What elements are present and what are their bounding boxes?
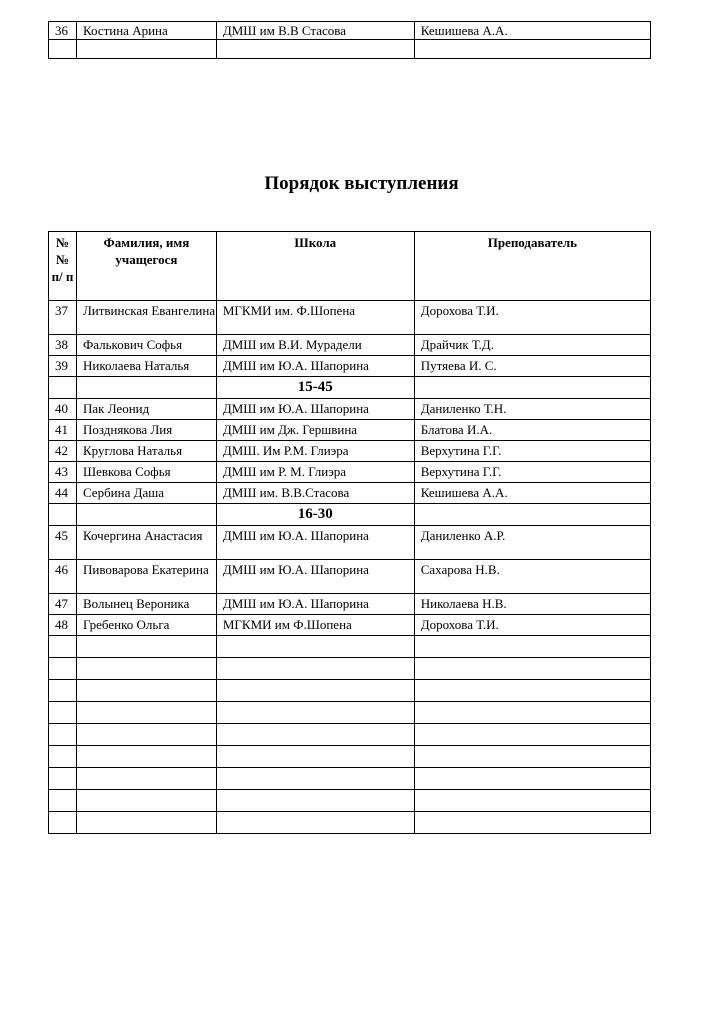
school-name: ДМШ им Дж. Гершвина (216, 420, 414, 441)
header-teacher: Преподаватель (414, 232, 650, 301)
school-name: ДМШ им Ю.А. Шапорина (216, 399, 414, 420)
teacher-name: Даниленко А.Р. (414, 526, 650, 560)
table-row (49, 526, 651, 560)
performance-order-table (48, 231, 651, 834)
student-name: Николаева Наталья (76, 356, 216, 377)
header-school: Школа (216, 232, 414, 301)
teacher-name: Верхутина Г.Г. (414, 441, 650, 462)
table-row (49, 615, 651, 636)
table-row (49, 356, 651, 377)
teacher-name: Путяева И. С. (414, 356, 650, 377)
school-name: ДМШ им Р. М. Глиэра (216, 462, 414, 483)
table-header-row (49, 232, 651, 301)
student-name: Фалькович Софья (76, 335, 216, 356)
empty-row (49, 636, 651, 658)
row-number: 48 (49, 615, 77, 636)
school-name: ДМШ им Ю.А. Шапорина (216, 560, 414, 594)
student-name: Сербина Даша (76, 483, 216, 504)
row-number: 45 (49, 526, 77, 560)
empty-row (49, 768, 651, 790)
row-number: 38 (49, 335, 77, 356)
school-name: МГКМИ им. Ф.Шопена (216, 301, 414, 335)
table-row (49, 301, 651, 335)
empty-row (49, 702, 651, 724)
empty-row (49, 812, 651, 834)
table-row (49, 420, 651, 441)
student-name: Шевкова Софья (76, 462, 216, 483)
school-name: МГКМИ им Ф.Шопена (216, 615, 414, 636)
table-row (49, 560, 651, 594)
row-number: 41 (49, 420, 77, 441)
school-name: ДМШ им В.И. Мурадели (216, 335, 414, 356)
time-slot: 15-45 (216, 377, 414, 399)
row-number: 47 (49, 594, 77, 615)
school-name: ДМШ им. В.В.Стасова (216, 483, 414, 504)
header-number: № № п/ п (49, 232, 77, 301)
student-name: Кочергина Анастасия (76, 526, 216, 560)
school-name: ДМШ. Им Р.М. Глиэра (216, 441, 414, 462)
row-number: 37 (49, 301, 77, 335)
table-row (49, 399, 651, 420)
student-name: Позднякова Лия (76, 420, 216, 441)
row-number: 39 (49, 356, 77, 377)
student-name: Костина Арина (76, 22, 216, 40)
empty-row (49, 724, 651, 746)
time-slot-row (49, 504, 651, 526)
teacher-name: Николаева Н.В. (414, 594, 650, 615)
teacher-name: Даниленко Т.Н. (414, 399, 650, 420)
page-title: Порядок выступления (264, 173, 459, 194)
teacher-name: Сахарова Н.В. (414, 560, 650, 594)
table-row (49, 22, 651, 40)
empty-row (49, 40, 651, 59)
empty-row (49, 790, 651, 812)
school-name: ДМШ им Ю.А. Шапорина (216, 526, 414, 560)
school-name: ДМШ им Ю.А. Шапорина (216, 594, 414, 615)
table-row (49, 462, 651, 483)
table-row (49, 594, 651, 615)
table-row (49, 441, 651, 462)
empty-row (49, 680, 651, 702)
student-name: Круглова Наталья (76, 441, 216, 462)
teacher-name: Драйчик Т.Д. (414, 335, 650, 356)
teacher-name: Кешишева А.А. (414, 22, 650, 40)
student-name: Пак Леонид (76, 399, 216, 420)
row-number: 42 (49, 441, 77, 462)
previous-page-table (48, 21, 651, 59)
teacher-name: Кешишева А.А. (414, 483, 650, 504)
teacher-name: Дорохова Т.И. (414, 301, 650, 335)
student-name: Литвинская Евангелина (76, 301, 216, 335)
teacher-name: Верхутина Г.Г. (414, 462, 650, 483)
school-name: ДМШ им Ю.А. Шапорина (216, 356, 414, 377)
table-row (49, 335, 651, 356)
time-slot-row (49, 377, 651, 399)
table-row (49, 483, 651, 504)
row-number: 40 (49, 399, 77, 420)
row-number: 44 (49, 483, 77, 504)
student-name: Волынец Вероника (76, 594, 216, 615)
row-number: 46 (49, 560, 77, 594)
time-slot: 16-30 (216, 504, 414, 526)
student-name: Пивоварова Екатерина (76, 560, 216, 594)
empty-row (49, 658, 651, 680)
teacher-name: Блатова И.А. (414, 420, 650, 441)
row-number: 36 (49, 22, 77, 40)
student-name: Гребенко Ольга (76, 615, 216, 636)
teacher-name: Дорохова Т.И. (414, 615, 650, 636)
school-name: ДМШ им В.В Стасова (216, 22, 414, 40)
row-number: 43 (49, 462, 77, 483)
header-student-name: Фамилия, имя учащегося (76, 232, 216, 301)
empty-row (49, 746, 651, 768)
